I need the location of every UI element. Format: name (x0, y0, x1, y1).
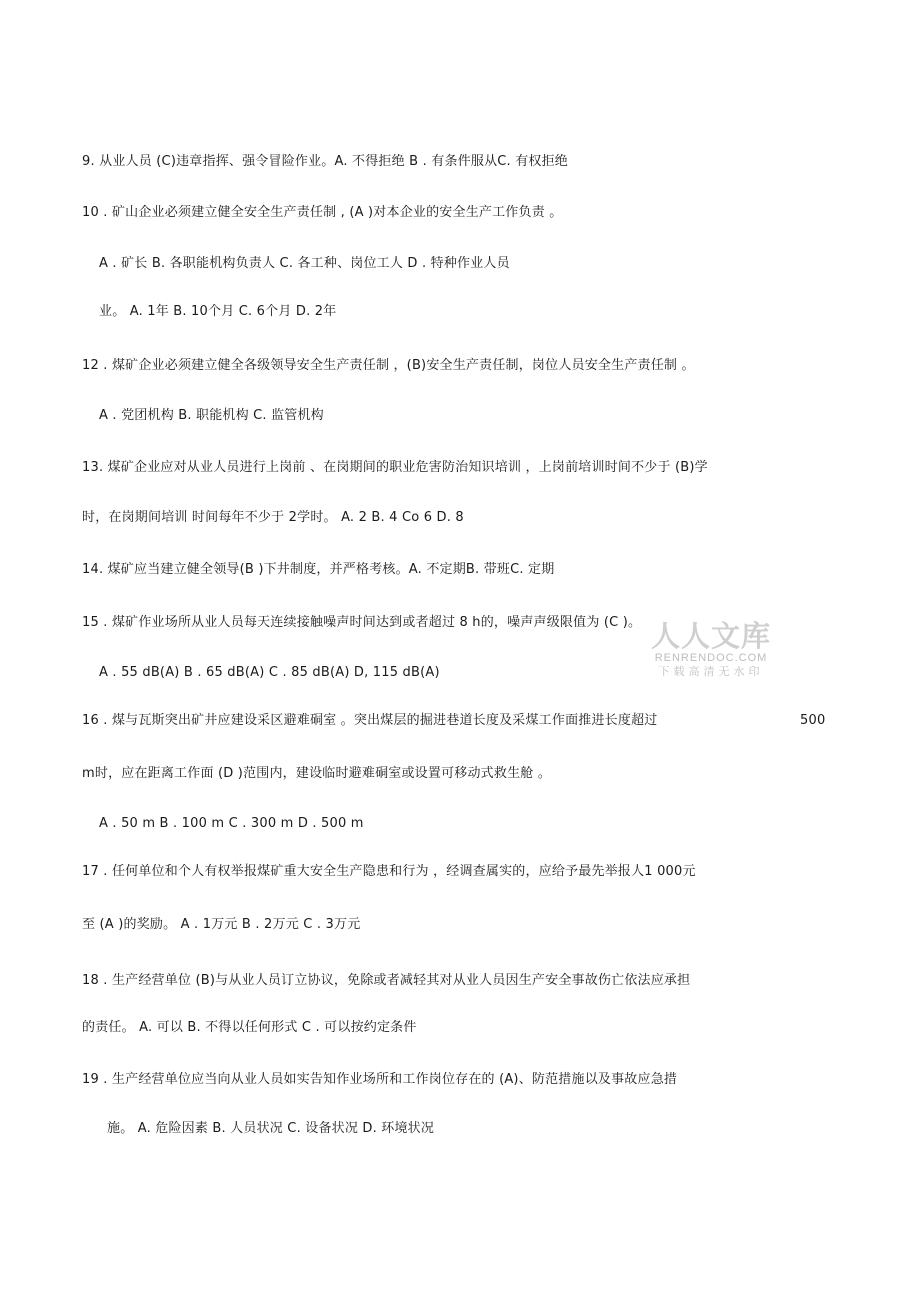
question-17: 17 . 任何单位和个人有权举报煤矿重大安全生产隐患和行为 ，经调查属实的，应给予最先举报人1 000元 (82, 864, 696, 879)
question-13: 13. 煤矿企业应对从业人员进行上岗前 、在岗期间的职业危害防治知识培训 ，上岗前培训时间不少于 (B)学 (82, 460, 708, 475)
question-10-options: A . 矿长 B. 各职能机构负责人 C. 各工种、岗位工人 D . 特种作业人员 (99, 256, 510, 271)
question-10: 10 . 矿山企业必须建立健全安全生产责任制 , (A )对本企业的安全生产工作负责 。 (82, 205, 563, 220)
question-16-length-value: 500 (800, 713, 826, 728)
question-9: 9. 从业人员 (C)违章指挥、强令冒险作业。A. 不得拒绝 B . 有条件服从C. 有权拒绝 (82, 154, 569, 169)
question-19: 19 . 生产经营单位应当向从业人员如实告知作业场所和工作岗位存在的 (A)、防范措施以及事故应急措 (82, 1072, 678, 1087)
question-16: 16 . 煤与瓦斯突出矿井应建设采区避难硐室 。突出煤层的掘进巷道长度及采煤工作面推进长度超过 (82, 713, 658, 728)
question-19-continued: 施。 A. 危险因素 B. 人员状况 C. 设备状况 D. 环境状况 (107, 1121, 435, 1136)
question-17-continued: 至 (A )的奖励。 A . 1万元 B . 2万元 C . 3万元 (82, 917, 361, 932)
watermark-domain: RENRENDOC.COM (654, 652, 768, 664)
question-13-continued: 时，在岗期间培训 时间每年不少于 2学时。 A. 2 B. 4 Co 6 D. 8 (82, 510, 464, 525)
watermark (648, 620, 774, 682)
question-16-options: A . 50 m B . 100 m C . 300 m D . 500 m (99, 816, 364, 831)
watermark-slogan: 下载高清无水印 (658, 665, 764, 678)
question-12-options: A . 党团机构 B. 职能机构 C. 监管机构 (99, 408, 324, 423)
question-15: 15 . 煤矿作业场所从业人员每天连续接触噪声时间达到或者超过 8 h的，噪声声级限值为 (C )。 (82, 615, 642, 630)
question-14: 14. 煤矿应当建立健全领导(B )下井制度，并严格考核。A. 不定期B. 带班C. 定期 (82, 562, 555, 577)
question-12: 12 . 煤矿企业必须建立健全各级领导安全生产责任制 ，(B)安全生产责任制，岗位人员安全生产责任制 。 (82, 358, 695, 373)
question-15-options: A . 55 dB(A) B . 65 dB(A) C . 85 dB(A) D, 115 dB(A) (99, 665, 440, 680)
question-18-continued: 的责任。 A. 可以 B. 不得以任何形式 C . 可以按约定条件 (82, 1020, 417, 1035)
question-11-options: 业。 A. 1年 B. 10个月 C. 6个月 D. 2年 (99, 304, 337, 319)
question-16-continued: m时，应在距离工作面 (D )范围内，建设临时避难硐室或设置可移动式救生舱 。 (82, 766, 552, 781)
watermark-title: 人人文库 (650, 619, 771, 653)
question-18: 18 . 生产经营单位 (B)与从业人员订立协议，免除或者减轻其对从业人员因生产安全事故伤亡依法应承担 (82, 973, 691, 988)
